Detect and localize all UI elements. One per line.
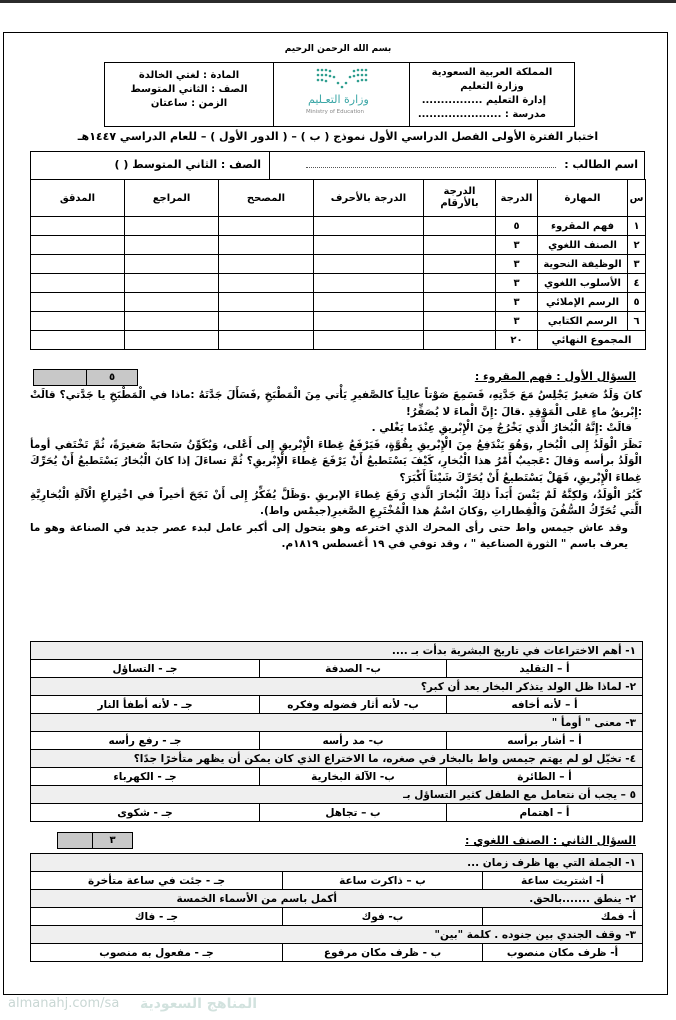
max-score: ٥ <box>496 217 538 236</box>
section1-questions <box>30 641 643 822</box>
question-options-row <box>31 732 643 750</box>
score-words-cell[interactable] <box>314 331 424 350</box>
passage-paragraph: وقد عاش جيمس واط حتى رأى المحرك الذي اخترعه وهو يتحول إلى أكبر عامل لبدء عصر جديد في الصناعة وهو ما يعرف باسم " الثورة الصناعية " ، وقد توفي في ١٩ أغسطس ١٨١٩م. <box>30 521 628 551</box>
passage-paragraph: قالَتْ :إِنَّهُ الْبُخارُ الَّذي يَخْرُجُ مِنَ الْإِبْريقِ عِنْدَما يَغْلي . <box>371 422 632 435</box>
section2-max-score: ٣ <box>109 835 116 846</box>
score-digits-cell[interactable] <box>424 274 496 293</box>
score-words-cell[interactable] <box>314 293 424 312</box>
header-left <box>105 63 273 126</box>
skill-name: فهم المقروء <box>538 217 628 236</box>
col-header: الدرجة <box>496 180 538 217</box>
question-stem: ٥ – يجب أن نتعامل مع الطفل كثير التساؤل بـ <box>31 786 643 804</box>
question-stem: ٢- ينطق .......بالحق. <box>483 890 643 908</box>
logo-dots-icon <box>314 67 370 91</box>
col-header: الدرجة بالأرقام <box>424 180 496 217</box>
score-digits-cell[interactable] <box>424 217 496 236</box>
score-digits-cell[interactable] <box>424 331 496 350</box>
corrector-cell[interactable] <box>219 312 314 331</box>
row-number: ٤ <box>628 274 646 293</box>
section1-title: السؤال الأول : فهم المقروء : <box>474 370 636 383</box>
col-header: س <box>628 180 646 217</box>
corrector-cell[interactable] <box>219 293 314 312</box>
corrector-cell[interactable] <box>219 217 314 236</box>
section2-questions <box>30 853 643 962</box>
question-stem-row <box>31 750 643 768</box>
row-number: ٥ <box>628 293 646 312</box>
auditor-cell[interactable] <box>31 236 125 255</box>
school-label: مدرسة : ...................... <box>417 109 546 120</box>
answer-option[interactable]: جـ - الكهرباء <box>31 768 260 786</box>
question-stem: ٣- وقف الجندي بين جنوده . كلمة "بين" <box>31 926 643 944</box>
skill-name: الرسم الإملائي <box>538 293 628 312</box>
question-stem: ٣- معنى " أومأ " <box>31 714 643 732</box>
question-options-row <box>31 696 643 714</box>
question-options-row <box>31 660 643 678</box>
question-hint: أكمل باسم من الأسماء الخمسة <box>31 890 483 908</box>
grade-row <box>31 312 646 331</box>
question-stem-row <box>31 786 643 804</box>
answer-option[interactable]: أ – التقليد <box>447 660 643 678</box>
question-stem: ٢- لماذا ظل الولد يتذكر البخار بعد أن كبر؟ <box>31 678 643 696</box>
auditor-cell[interactable] <box>31 331 125 350</box>
question-options-row <box>31 908 643 926</box>
question-stem-row <box>31 642 643 660</box>
total-max-score: ٢٠ <box>496 331 538 350</box>
total-label: المجموع النهائي <box>538 331 646 350</box>
basmala: بسم الله الرحمن الرحيم <box>284 44 392 54</box>
duration-label: الزمن : ساعتان <box>150 98 228 109</box>
question-options-row <box>31 804 643 822</box>
education-dept-label: إدارة التعليم ................ <box>421 95 546 106</box>
reviewer-cell[interactable] <box>125 331 219 350</box>
ministry-logo <box>273 63 409 126</box>
answer-option[interactable]: أ – لأنه أخافه <box>447 696 643 714</box>
score-words-cell[interactable] <box>314 312 424 331</box>
grade-row <box>31 255 646 274</box>
row-number: ٦ <box>628 312 646 331</box>
student-class-label: الصف : الثاني المتوسط ( ) <box>114 158 261 171</box>
subject-label: المادة : لغتي الخالدة <box>138 70 240 81</box>
student-name-field[interactable] <box>306 167 556 168</box>
col-header: المدقق <box>31 180 125 217</box>
grade-row <box>31 236 646 255</box>
max-score: ٣ <box>496 312 538 331</box>
row-number: ١ <box>628 217 646 236</box>
section2-title: السؤال الثاني : الصنف اللغوي : <box>465 834 636 847</box>
reviewer-cell[interactable] <box>125 255 219 274</box>
answer-option[interactable]: ب- لأنه أثار فضوله وفكره <box>260 696 447 714</box>
question-stem: ١- أهم الاختراعات في تاريخ البشرية بدأت بـ .... <box>31 642 643 660</box>
grade-total-row <box>31 331 646 350</box>
student-name-cell <box>269 152 644 179</box>
max-score: ٣ <box>496 255 538 274</box>
max-score: ٣ <box>496 274 538 293</box>
grade-row <box>31 217 646 236</box>
score-digits-cell[interactable] <box>424 293 496 312</box>
score-digits-cell[interactable] <box>424 255 496 274</box>
score-words-cell[interactable] <box>314 274 424 293</box>
answer-option[interactable]: ب- مد رأسه <box>260 732 447 750</box>
reviewer-cell[interactable] <box>125 217 219 236</box>
row-number: ٢ <box>628 236 646 255</box>
corrector-cell[interactable] <box>219 331 314 350</box>
score-digits-cell[interactable] <box>424 236 496 255</box>
passage-paragraph: كانَ وَلَدٌ صَغيرٌ يَجْلِسُ مَعَ جَدَّتِهِ، فَسَمِعَ صَوْتاً عالِياً كالصَّفيرِ يَأْتي مِنَ الْمَطْبَخِ ,فَسَأَلَ جَدَّتَهُ :ماذا في الْمَطْبَخِ يا جَدَّتي؟ قالَتْ :إِبْريقُ ماءٍ عَلى الْمَوْقِدِ .قالَ :إِنَّ الْماءَ لا يُصَفِّرُ! <box>30 389 642 418</box>
auditor-cell[interactable] <box>31 255 125 274</box>
corrector-cell[interactable] <box>219 236 314 255</box>
header-box <box>104 62 575 127</box>
answer-option[interactable]: أ- ظرف مكان منصوب <box>483 944 643 962</box>
score-words-cell[interactable] <box>314 217 424 236</box>
answer-option[interactable]: جـ - فاك <box>31 908 283 926</box>
question-stem: ٤- تخيّل لو لم يهتم جيمس واط بالبخار في صغره، ما الاختراع الذي كان يمكن أن يظهر متأخرًا جدًا؟ <box>31 750 643 768</box>
answer-option[interactable]: أ- فمك <box>483 908 643 926</box>
ministry-label: وزارة التعليم <box>460 81 524 92</box>
auditor-cell[interactable] <box>31 274 125 293</box>
question-stem-row <box>31 714 643 732</box>
passage-paragraph: كَبُرَ الْوَلَدُ، وَلكِنَّهُ لَمْ يَنْسَ أَبَداً ذلِكَ الْبُخارَ الَّذي رَفَعَ غِطاءَ الإبريقِ .وَظَلَّ يُفَكِّرُ إِلى أَنْ نَجَحَ أخيراً في اخْتِراعِ الْآلَةِ الْبُخارِيَّةِ الَّتي تُحَرِّكُ السُّفُنَ وَالْقِطاراتِ ,وَكانَ اسْمُ هذا الْمُخْتَرِعِ الصَّغيرِ(جيمْس واط). <box>30 488 642 518</box>
auditor-cell[interactable] <box>31 217 125 236</box>
answer-option[interactable]: ب- الآلة البخارية <box>260 768 447 786</box>
question-stem-row <box>31 678 643 696</box>
kingdom-label: المملكة العربية السعودية <box>431 67 553 78</box>
student-name-label: اسم الطالب : <box>564 158 638 171</box>
col-header: المراجع <box>125 180 219 217</box>
answer-option[interactable]: ب- فوك <box>283 908 483 926</box>
reading-passage <box>30 387 642 553</box>
student-info-row <box>30 151 645 179</box>
answer-option[interactable]: جـ - شكوى <box>31 804 260 822</box>
section2-earned-score[interactable] <box>58 833 93 848</box>
section1-earned-score[interactable] <box>34 370 87 385</box>
answer-option[interactable]: أ – الطائرة <box>447 768 643 786</box>
skill-name: الصنف اللغوي <box>538 236 628 255</box>
grade-row <box>31 274 646 293</box>
answer-option[interactable]: جـ - جئت في ساعة متأخرة <box>31 872 283 890</box>
answer-option[interactable]: أ – اهتمام <box>447 804 643 822</box>
corrector-cell[interactable] <box>219 274 314 293</box>
skill-name: الوظيفة النحوية <box>538 255 628 274</box>
col-header: المصحح <box>219 180 314 217</box>
score-words-cell[interactable] <box>314 255 424 274</box>
question-stem-row <box>31 854 643 872</box>
answer-option[interactable]: ب – تجاهل <box>260 804 447 822</box>
grade-level-label: الصف : الثاني المتوسط <box>130 84 248 95</box>
corrector-cell[interactable] <box>219 255 314 274</box>
score-words-cell[interactable] <box>314 236 424 255</box>
passage-paragraph: نَظَرَ الْوَلَدُ إِلى الْبُخارِ ,وَهُوَ يَنْدَفِعُ مِنَ الْإِبْريقِ بِقُوَّةٍ، فَيَرْفَعُ غِطاءَ الْإِبْريقِ إِلى أَعْلى، وَيُكَوِّنُ سَحابَةً صَغيرَةً، ثُمَّ تَخْتَفي أومأ الْوَلَدُ برأسه وَقالَ :عَجيبٌ أَمْرُ هذا الْبُخارِ، كَيْفَ يَسْتَطيعُ أَنْ يَرْفَعَ غِطاءَ الْإِبْريقِ؟ ثُمَّ تساءَلَ إذا كانَ الْبُخارُ يَسْتَطيعُ أَنْ يُحَرِّكَ غِطاءَ الْإِبْريقِ، فَهَلْ يَسْتَطيعُ أَنْ يُحَرِّكَ شَيْئاً أَكْبَرَ؟ <box>30 438 642 484</box>
reviewer-cell[interactable] <box>125 293 219 312</box>
answer-option[interactable]: جـ - لأنه أطفأ النار <box>31 696 260 714</box>
watermark-url: almanahj.com/sa <box>8 996 120 1011</box>
auditor-cell[interactable] <box>31 293 125 312</box>
answer-option[interactable]: ب- الصدفة <box>260 660 447 678</box>
question-stem-row <box>31 926 643 944</box>
question-options-row <box>31 768 643 786</box>
section2-score-box <box>57 832 133 849</box>
grade-table <box>30 179 646 350</box>
auditor-cell[interactable] <box>31 312 125 331</box>
top-bar <box>0 0 676 3</box>
grade-row <box>31 293 646 312</box>
col-header: المهارة <box>538 180 628 217</box>
row-number: ٣ <box>628 255 646 274</box>
grade-table-header <box>31 180 646 217</box>
question-stem: ١- الجملة التي بها ظرف زمان ... <box>31 854 643 872</box>
answer-option[interactable]: جـ - رفع رأسه <box>31 732 260 750</box>
section1-max-score: ٥ <box>108 372 116 383</box>
reviewer-cell[interactable] <box>125 274 219 293</box>
reviewer-cell[interactable] <box>125 312 219 331</box>
answer-option[interactable]: ب - ظرف مكان مرفوع <box>283 944 483 962</box>
question-options-row <box>31 872 643 890</box>
answer-option[interactable]: ب – ذاكرت ساعة <box>283 872 483 890</box>
answer-option[interactable]: جـ - مفعول به منصوب <box>31 944 283 962</box>
answer-option[interactable]: جـ - التساؤل <box>31 660 260 678</box>
answer-option[interactable]: أ – أشار برأسه <box>447 732 643 750</box>
watermark-arabic: المناهج السعودية <box>140 996 257 1012</box>
logo-english-text: Ministry of Education <box>306 109 365 115</box>
question-stem-row <box>31 890 643 908</box>
max-score: ٣ <box>496 293 538 312</box>
max-score: ٣ <box>496 236 538 255</box>
question-options-row <box>31 944 643 962</box>
skill-name: الأسلوب اللغوي <box>538 274 628 293</box>
skill-name: الرسم الكتابي <box>538 312 628 331</box>
score-digits-cell[interactable] <box>424 312 496 331</box>
answer-option[interactable]: أ- اشتريت ساعة <box>483 872 643 890</box>
header-right <box>409 63 574 126</box>
exam-title: اختبار الفترة الأولى الفصل الدراسي الأول نموذج ( ب ) – ( الدور الأول ) – للعام الدراسي ١٤٤٧هـ <box>77 130 599 143</box>
section1-score-box <box>33 369 138 386</box>
logo-arabic-text: وزارة التعـليم <box>308 93 369 106</box>
col-header: الدرجة بالأحرف <box>314 180 424 217</box>
reviewer-cell[interactable] <box>125 236 219 255</box>
